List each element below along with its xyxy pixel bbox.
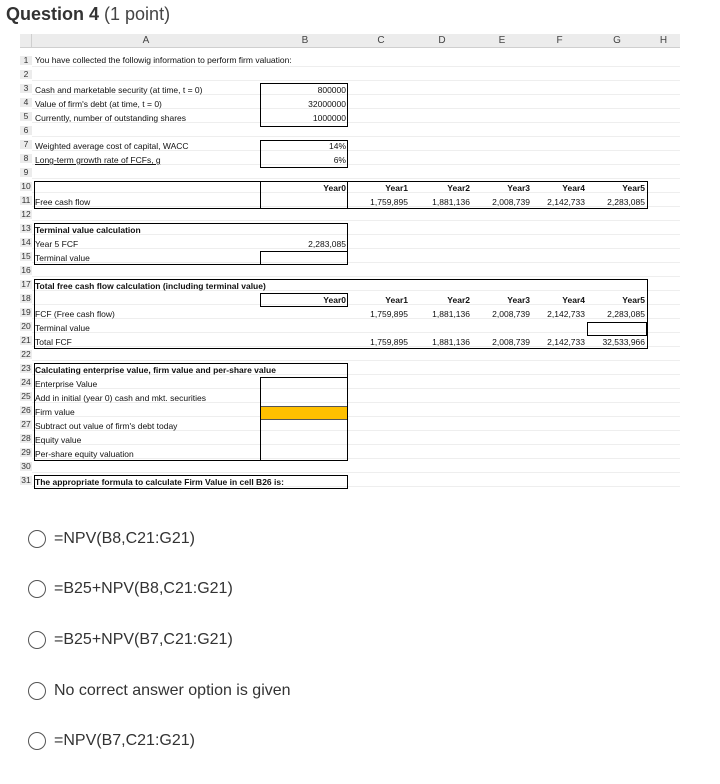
question-number: Question 4 [6,4,100,24]
growth-value: 6% [333,155,346,165]
radio-circle-icon[interactable] [28,682,46,700]
row-gridline [32,220,680,221]
fcf-row-year1: 1,759,895 [370,309,408,319]
spreadsheet-image [20,34,680,494]
row-number: 15 [21,251,31,261]
row-gridline [32,136,680,137]
year4-header-1: Year4 [562,183,585,193]
terminal-section-title: Terminal value calculation [35,225,141,235]
total-fcf-year1: 1,759,895 [370,337,408,347]
radio-circle-icon[interactable] [28,530,46,548]
year2-header-2: Year2 [447,295,470,305]
option-label: =NPV(B8,C21:G21) [54,530,195,547]
col-header-b: B [260,34,350,48]
fcf-row-label: FCF (Free cash flow) [35,309,115,319]
fcf-year2: 1,881,136 [432,197,470,207]
year1-header-1: Year1 [385,183,408,193]
subtract-debt-label: Subtract out value of firm's debt today [35,421,178,431]
option-label: =NPV(B7,C21:G21) [54,732,195,749]
year3-header-2: Year3 [507,295,530,305]
year1-header-2: Year1 [385,295,408,305]
row-gridline [32,66,680,67]
enterprise-value-label: Enterprise Value [35,379,98,389]
col-header-c: C [350,34,412,48]
col-header-f: F [532,34,587,48]
col-header-d: D [412,34,472,48]
radio-circle-icon[interactable] [28,732,46,750]
row-number: 12 [21,209,31,219]
row-number: 7 [20,140,32,149]
firm-value-label: Firm value [35,407,75,417]
row-number: 22 [21,349,31,359]
prompt-box [34,475,348,489]
fcf-year4: 2,142,733 [547,197,585,207]
intro-text: You have collected the followig information to perform firm valuation: [35,55,292,65]
row-gridline [32,472,680,473]
valuation-section-title: Calculating enterprise value, firm value and per-share value [35,365,276,375]
total-fcf-label: Total FCF [35,337,72,347]
radio-circle-icon[interactable] [28,631,46,649]
fcf-row-year5: 2,283,085 [607,309,645,319]
option-5[interactable] [28,732,195,750]
row-number: 23 [21,363,31,373]
col-header-e: E [472,34,532,48]
year5-fcf-label: Year 5 FCF [35,239,79,249]
wacc-label: Weighted average cost of capital, WACC [35,141,189,151]
rates-box [260,140,348,168]
row-number: 18 [21,293,31,303]
fcf-year5: 2,283,085 [607,197,645,207]
year0-header-1: Year0 [323,183,346,193]
option-2[interactable] [28,580,233,598]
wacc-value: 14% [328,141,346,151]
row-number: 2 [20,70,32,79]
row-number: 27 [21,419,31,429]
row-number: 26 [21,405,31,415]
year5-fcf-value: 2,283,085 [308,239,346,249]
row-number: 1 [20,56,32,65]
fcf-year1: 1,759,895 [370,197,408,207]
row-number: 30 [21,461,31,471]
shares-label: Currently, number of outstanding shares [35,113,187,123]
inputs-box [260,83,348,127]
row-number: 3 [20,84,32,93]
row-number: 6 [20,126,32,135]
row-number: 10 [21,181,31,191]
row-number: 17 [21,279,31,289]
row-gridline [32,80,680,81]
row-number: 8 [20,154,32,163]
year4-header-2: Year4 [562,295,585,305]
option-1[interactable] [28,530,195,548]
row-gridline [32,360,680,361]
question-title [6,4,170,25]
fcf-label: Free cash flow [35,197,91,207]
row-number: 28 [21,433,31,443]
year5-header-1: Year5 [622,183,645,193]
row-number: 24 [21,377,31,387]
row-number: 20 [21,321,31,331]
option-label: No correct answer option is given [54,682,291,699]
fcf-year0-box [260,181,348,209]
fcf-year3: 2,008,739 [492,197,530,207]
row-gridline [32,276,680,277]
terminal-value-cell [260,251,348,265]
terminal-row-label: Terminal value [35,323,90,333]
col-header-h: H [647,34,680,48]
add-cash-label: Add in initial (year 0) cash and mkt. securities [35,393,207,403]
cash-value: 800000 [317,85,346,95]
cash-label: Cash and marketable security (at time, t = 0) [35,85,203,95]
year2-header-1: Year2 [447,183,470,193]
terminal-value-label: Terminal value [35,253,90,263]
year3-header-1: Year3 [507,183,530,193]
valuation-values-box [260,377,348,461]
row-number: 14 [21,237,31,247]
row-number: 13 [21,223,31,233]
row-number: 11 [21,195,31,205]
total-fcf-year4: 2,142,733 [547,337,585,347]
year0-header-2: Year0 [323,295,346,305]
fcf-row-year3: 2,008,739 [492,309,530,319]
option-3[interactable] [28,631,233,649]
row-number: 25 [21,391,31,401]
total-fcf-year0-box [260,293,348,307]
per-share-label: Per-share equity valuation [35,449,134,459]
total-fcf-section-title: Total free cash flow calculation (including terminal value) [35,281,266,291]
row-number: 21 [21,335,31,345]
debt-value: 32000000 [308,99,346,109]
fcf-row-year2: 1,881,136 [432,309,470,319]
equity-value-label: Equity value [35,435,82,445]
question-prompt: The appropriate formula to calculate Firm Value in cell B26 is: [35,477,284,487]
row-number: 9 [20,168,32,177]
row-gridline [32,178,680,179]
debt-label: Value of firm's debt (at time, t = 0) [35,99,162,109]
question-points: (1 point) [104,4,171,24]
option-4[interactable] [28,682,291,700]
radio-circle-icon[interactable] [28,580,46,598]
row-number: 29 [21,447,31,457]
col-header-g: G [587,34,647,48]
total-fcf-section-box [34,279,648,349]
col-header-a: A [32,34,260,48]
row-number: 4 [20,98,32,107]
option-label: =B25+NPV(B7,C21:G21) [54,631,233,648]
total-fcf-year5: 32,533,966 [602,337,645,347]
row-number: 5 [20,112,32,121]
growth-label: Long-term growth rate of FCFs, g [35,155,161,165]
sheet-corner [20,34,32,48]
row-number: 19 [21,307,31,317]
year5-header-2: Year5 [622,295,645,305]
shares-value: 1000000 [312,113,346,123]
row-number: 16 [21,265,31,275]
row-number: 31 [21,475,31,485]
total-fcf-year2: 1,881,136 [432,337,470,347]
fcf-row-year4: 2,142,733 [547,309,585,319]
total-fcf-year3: 2,008,739 [492,337,530,347]
option-label: =B25+NPV(B8,C21:G21) [54,580,233,597]
